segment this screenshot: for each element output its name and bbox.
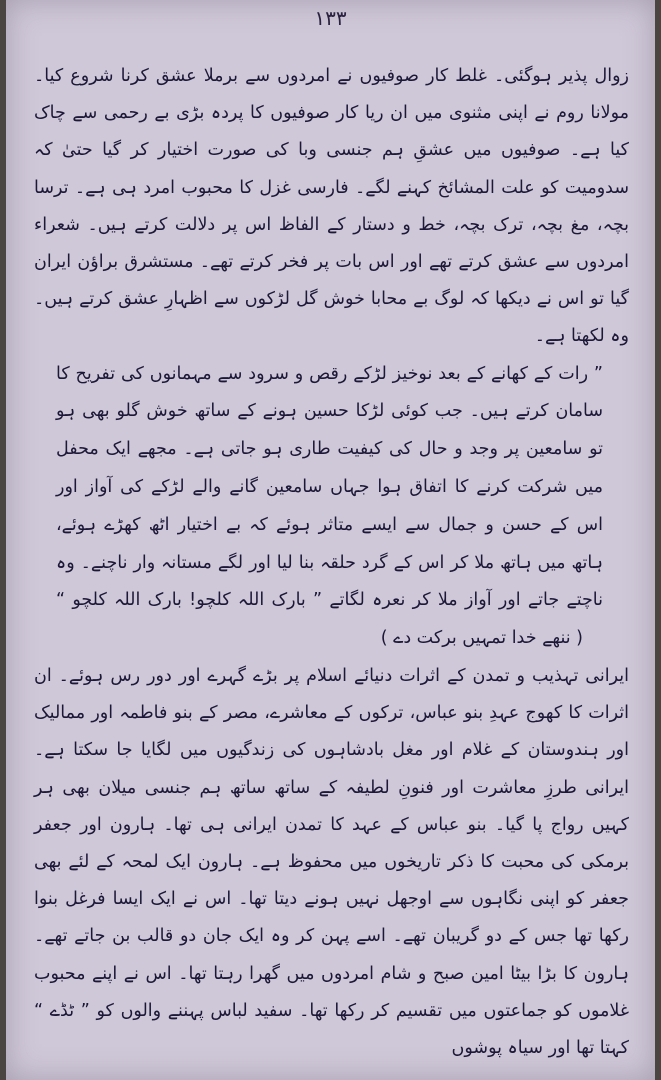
page-body (34, 58, 629, 1067)
paragraph-2: ایرانی تہذیب و تمدن کے اثرات دنیائے اسلام پر بڑے گہرے اور دور رس ہوئے۔ ان اثرات کا کھوج عہدِ بنو عباس، ترکوں کے معاشرے، مصر کے بنو فاطمہ اور ممالیک اور ہندوستان کے غلام اور مغل بادشاہوں کی زندگیوں میں لگایا جا سکتا ہے۔ ایرانی طرزِ معاشرت اور فنونِ لطیفہ کے ساتھ ساتھ ہم جنسی میلان بھی ہر کہیں رواج پا گیا۔ بنو عباس کے عہد کا تمدن ایرانی ہی تھا۔ ہارون اور جعفر برمکی کی محبت کا ذکر تاریخوں میں محفوظ ہے۔ ہارون ایک لمحہ کے لئے بھی جعفر کو اپنی نگاہوں سے اوجھل نہیں ہونے دیتا تھا۔ اس نے ایک ایسا فرغل بنوا رکھا تھا جس کے دو گریبان تھے۔ اسے پہن کر وہ ایک جان دو قالب بن جاتے تھے۔ ہارون کا بڑا بیٹا امین صبح و شام امردوں میں گھرا رہتا تھا۔ اس نے اپنے محبوب غلاموں کو جماعتوں میں تقسیم کر رکھا تھا۔ سفید لباس پہننے والوں کو ” ٹڈے “ کہتا تھا اور سیاہ پوشوں (34, 666, 629, 1059)
quote-text: ” رات کے کھانے کے بعد نوخیز لڑکے رقص و سرود سے مہمانوں کی تفریح کا سامان کرتے ہیں۔ جب کوئی لڑکا حسین ہونے کے ساتھ خوش گلو بھی ہو تو سامعین پر وجد و حال کی کیفیت طاری ہو جاتی ہے۔ مجھے ایک محفل میں شرکت کرنے کا اتفاق ہوا جہاں سامعین گانے والے لڑکے کی آواز اور اس کے حسن و جمال سے ایسے متاثر ہوئے کہ بے اختیار اٹھ کھڑے ہوئے، ہاتھ میں ہاتھ ملا کر اس کے گرد حلقہ بنا لیا اور لگے مستانہ وار ناچنے۔ وہ ناچتے جاتے اور آواز ملا کر نعرہ لگاتے ” بارک اللہ کلچو! بارک اللہ کلچو “ (56, 363, 603, 611)
page-number: ١٣٣ (314, 6, 347, 30)
paragraph-1: زوال پذیر ہوگئی۔ غلط کار صوفیوں نے امردوں سے برملا عشق کرنا شروع کیا۔ مولانا روم نے اپنی مثنوی میں ان ریا کار صوفیوں کا پردہ بڑی بے رحمی سے چاک کیا ہے۔ صوفیوں میں عشقِ ہم جنسی وبا کی صورت اختیار کر گیا حتیٰ کہ سدومیت کو علت المشائخ کہنے لگے۔ فارسی غزل کا محبوب امرد ہی ہے۔ ترسا بچہ، مغ بچہ، ترک بچہ، خط و دستار کے الفاظ اس پر دلالت کرتے ہیں۔ شعراء امردوں سے عشق کرتے تھے اور اس بات پر فخر کرتے تھے۔ مستشرق براؤن ایران گیا تو اس نے دیکھا کہ لوگ بے محابا خوش گل لڑکوں سے اظہارِ عشق کرتے ہیں۔ وہ لکھتا ہے۔ (34, 66, 629, 347)
quote-translation: ( ننھے خدا تمہیں برکت دے ) (380, 628, 583, 649)
book-page (6, 0, 655, 1080)
quoted-passage (34, 356, 629, 658)
